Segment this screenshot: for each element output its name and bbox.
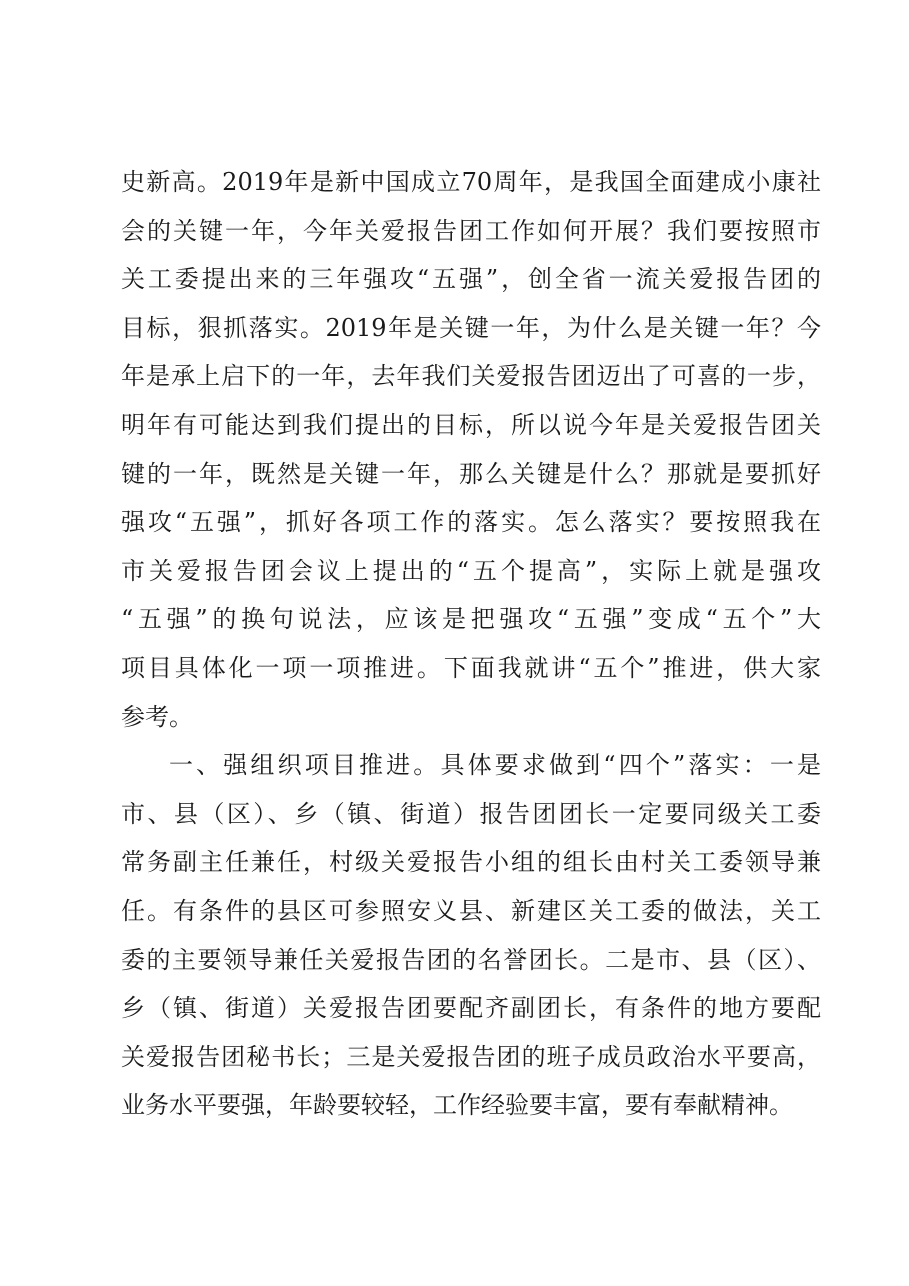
- text-line: 会的关键一年，今年关爱报告团工作如何开展？我们要按照市: [121, 216, 821, 245]
- text-line: 关爱报告团秘书长；三是关爱报告团的班子成员政治水平要高，: [121, 1042, 821, 1071]
- text-line: 参考。: [121, 702, 193, 731]
- text-line: 业务水平要强，年龄要较轻，工作经验要丰富，要有奉献精神。: [121, 1091, 793, 1120]
- text-line: 市、县（区）、乡（镇、街道）报告团团长一定要同级关工委: [121, 799, 821, 828]
- text-line: 键的一年，既然是关键一年，那么关键是什么？那就是要抓好: [121, 459, 821, 488]
- text-line: “五强”的换句说法，应该是把强攻“五强”变成“五个”大: [121, 605, 821, 634]
- text-line: 乡（镇、街道）关爱报告团要配齐副团长，有条件的地方要配: [121, 994, 821, 1023]
- text-line: 史新高。2019年是新中国成立70周年，是我国全面建成小康社: [121, 168, 821, 196]
- text-line: 常务副主任兼任，村级关爱报告小组的组长由村关工委领导兼: [121, 848, 821, 877]
- text-line: 委的主要领导兼任关爱报告团的名誉团长。二是市、县（区）、: [121, 945, 821, 974]
- text-line: 明年有可能达到我们提出的目标，所以说今年是关爱报告团关: [121, 410, 821, 439]
- text-line: 项目具体化一项一项推进。下面我就讲“五个”推进，供大家: [121, 653, 821, 682]
- text-line: 目标，狠抓落实。2019年是关键一年，为什么是关键一年？今: [121, 313, 821, 342]
- document-body: [121, 158, 821, 1130]
- paragraph-first-line: 一、强组织项目推进。具体要求做到“四个”落实：一是: [169, 751, 821, 780]
- text-line: 关工委提出来的三年强攻“五强”，创全省一流关爱报告团的: [121, 265, 821, 294]
- text-line: 年是承上启下的一年，去年我们关爱报告团迈出了可喜的一步，: [121, 362, 821, 391]
- text-line: 市关爱报告团会议上提出的“五个提高”，实际上就是强攻: [121, 556, 821, 585]
- text-line: 任。有条件的县区可参照安义县、新建区关工委的做法，关工: [121, 896, 821, 925]
- text-line: 强攻“五强”，抓好各项工作的落实。怎么落实？要按照我在: [121, 508, 821, 537]
